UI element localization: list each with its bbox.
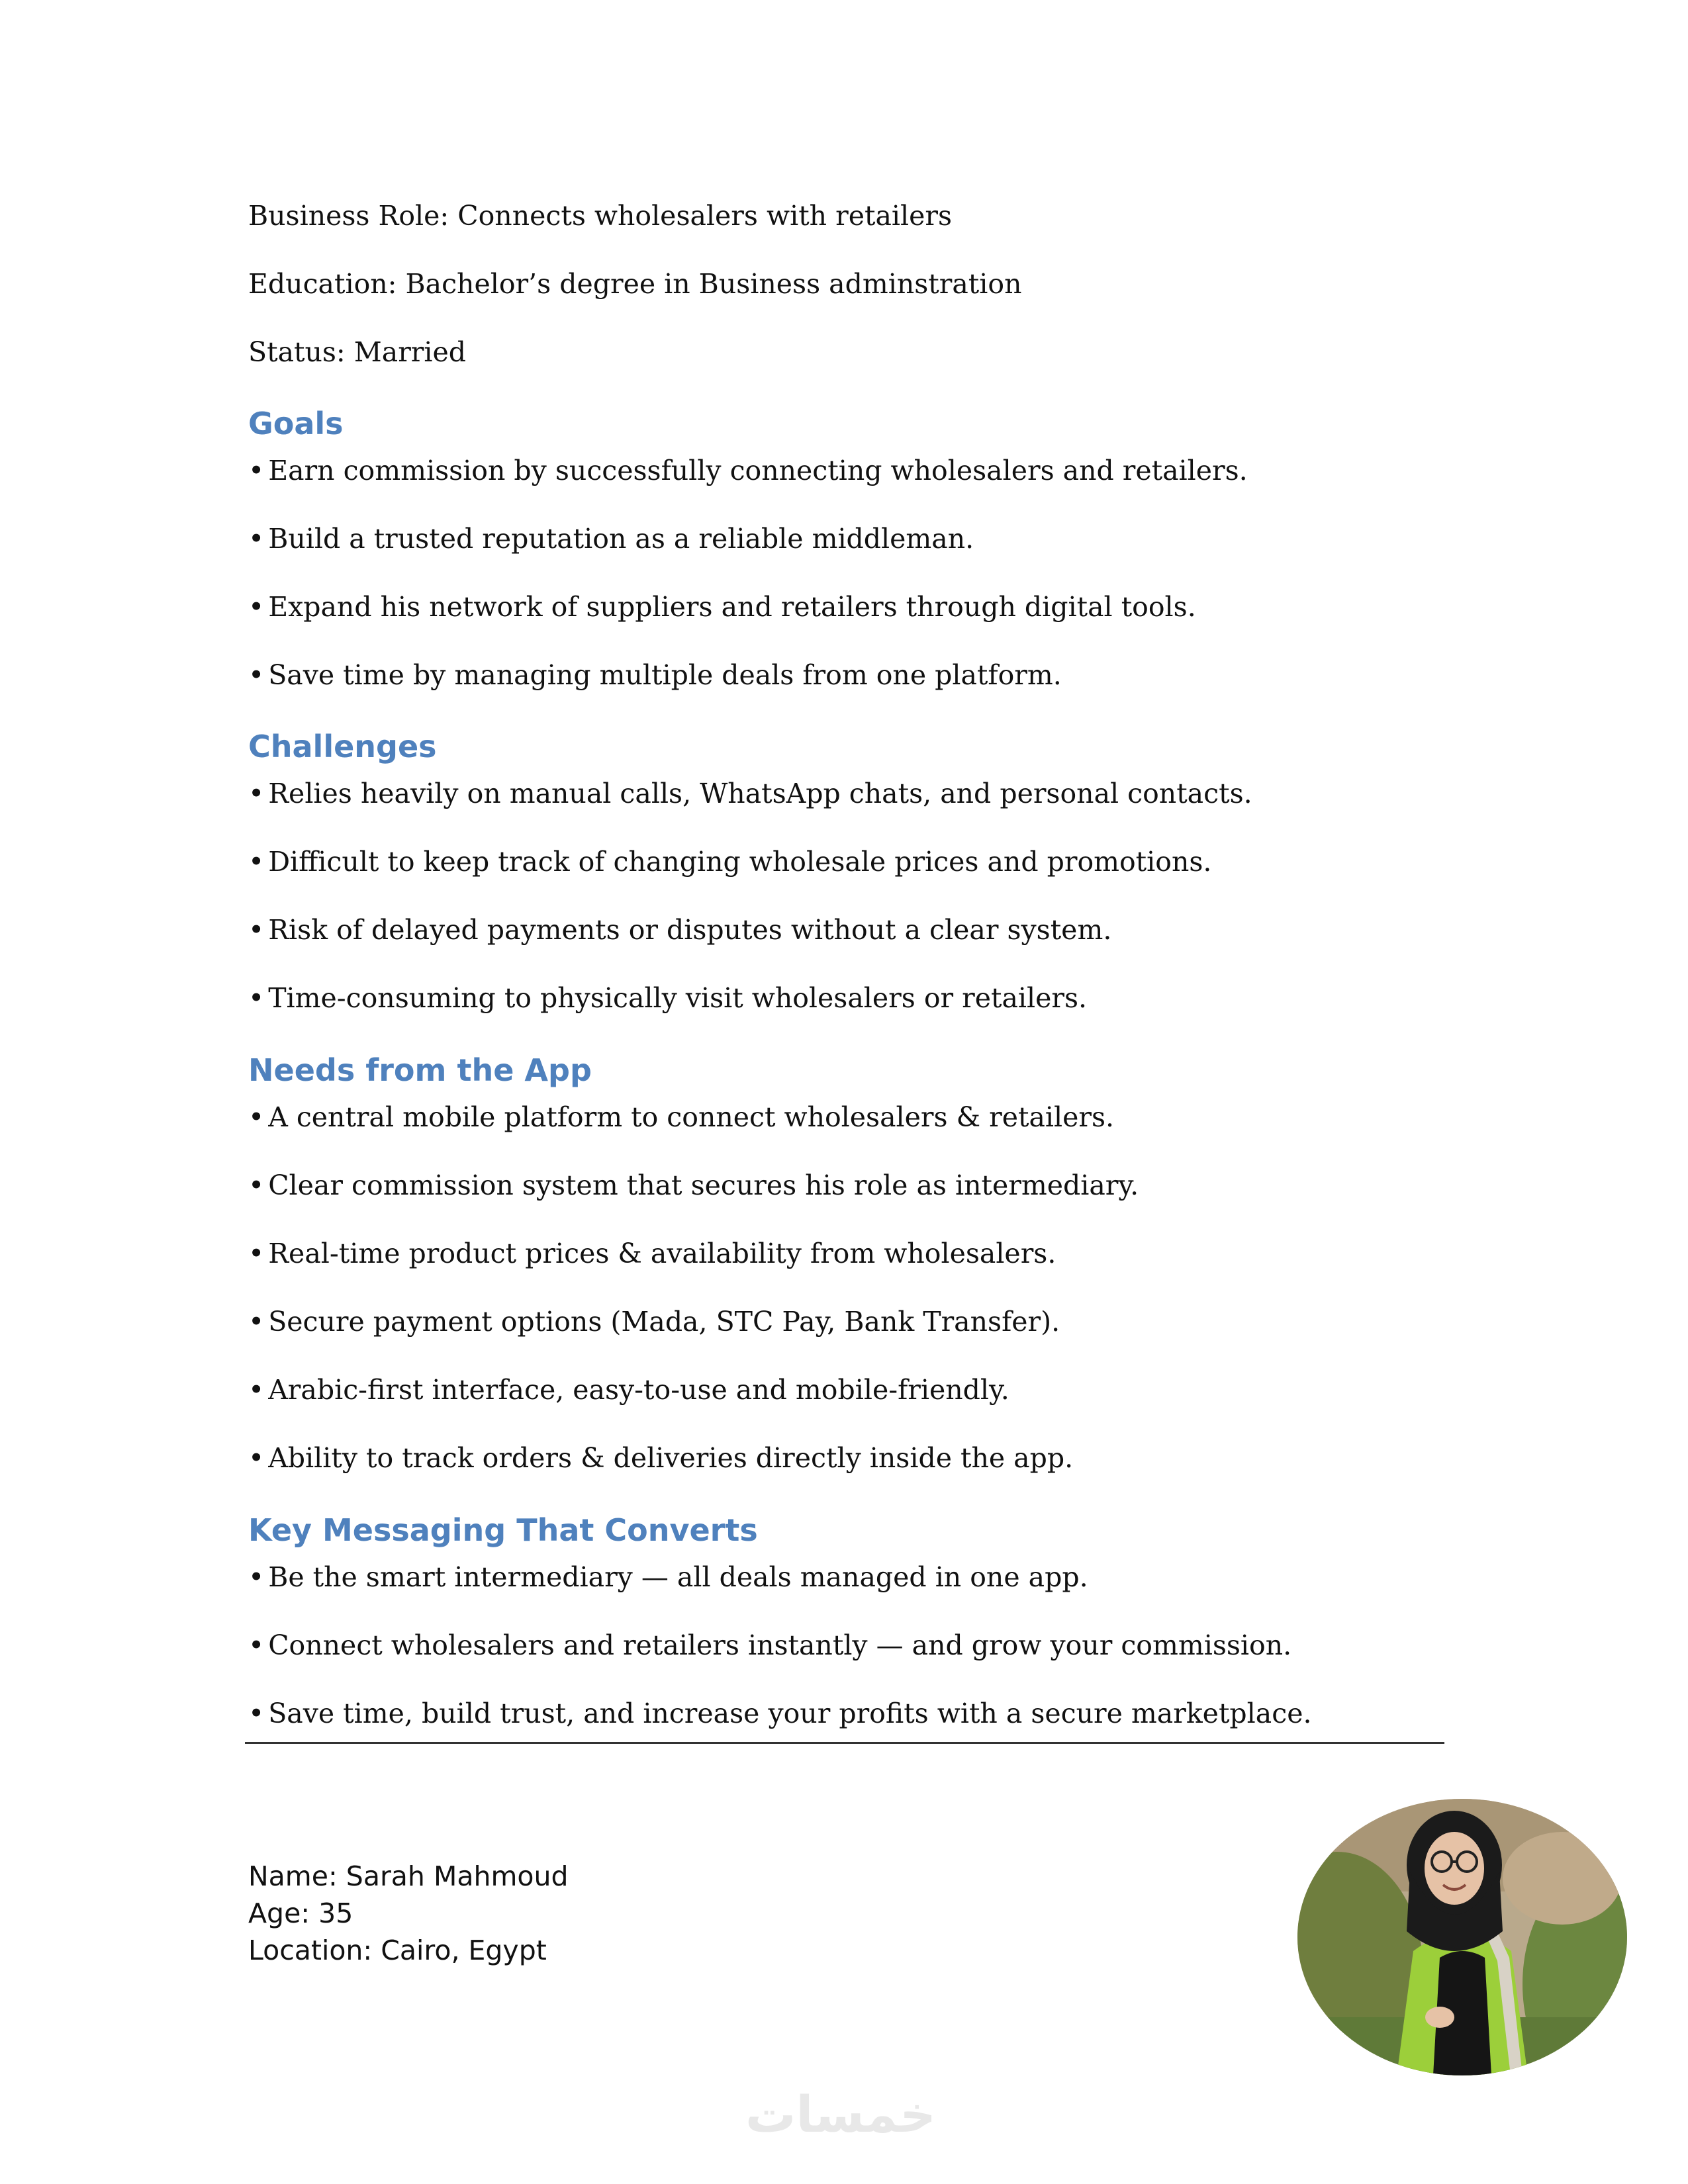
bullet-icon: • — [248, 1101, 265, 1133]
bullet-icon: • — [248, 523, 265, 555]
bullet-icon: • — [248, 1374, 265, 1406]
needs-item-text: Real-time product prices & availability from wholesalers. — [268, 1238, 1056, 1269]
messaging-item — [248, 1628, 1291, 1662]
persona-location: Location: Cairo, Egypt — [248, 1934, 547, 1966]
persona-age: Age: 35 — [248, 1897, 353, 1929]
status-line: Status: Married — [248, 336, 467, 368]
goals-item — [248, 522, 974, 556]
goals-item-text: Build a trusted reputation as a reliable middleman. — [268, 523, 974, 555]
challenges-item-text: Relies heavily on manual calls, WhatsApp chats, and personal contacts. — [268, 778, 1252, 809]
messaging-item-text: Save time, build trust, and increase your profits with a secure marketplace. — [268, 1698, 1312, 1729]
goals-heading: Goals — [248, 406, 344, 441]
challenges-item-text: Risk of delayed payments or disputes without a clear system. — [268, 914, 1112, 946]
needs-item — [248, 1236, 1056, 1271]
horizontal-rule — [245, 1742, 1444, 1744]
goals-item-text: Earn commission by successfully connecting wholesalers and retailers. — [268, 455, 1248, 486]
challenges-item — [248, 913, 1111, 947]
bullet-icon: • — [248, 455, 265, 486]
persona-name: Name: Sarah Mahmoud — [248, 1860, 569, 1892]
bullet-icon: • — [248, 1306, 265, 1338]
needs-item-text: Ability to track orders & deliveries directly inside the app. — [268, 1442, 1074, 1474]
needs-item — [248, 1373, 1009, 1407]
challenges-item-text: Difficult to keep track of changing wholesale prices and promotions. — [268, 846, 1212, 878]
bullet-icon: • — [248, 846, 265, 878]
goals-item — [248, 453, 1248, 488]
bullet-icon: • — [248, 1561, 265, 1593]
needs-item — [248, 1441, 1073, 1475]
key-messaging-heading: Key Messaging That Converts — [248, 1512, 758, 1548]
bullet-icon: • — [248, 778, 265, 809]
challenges-item-text: Time-consuming to physically visit wholesalers or retailers. — [268, 982, 1088, 1014]
needs-item — [248, 1168, 1139, 1203]
goals-item-text: Expand his network of suppliers and retailers through digital tools. — [268, 591, 1196, 623]
needs-item-text: Clear commission system that secures his role as intermediary. — [268, 1169, 1139, 1201]
watermark-logo: خمسات — [745, 2085, 936, 2144]
needs-heading: Needs from the App — [248, 1052, 592, 1088]
needs-item-text: Arabic-first interface, easy-to-use and mobile-friendly. — [268, 1374, 1009, 1406]
bullet-icon: • — [248, 914, 265, 946]
needs-item-text: A central mobile platform to connect wholesalers & retailers. — [268, 1101, 1115, 1133]
messaging-item-text: Be the smart intermediary — all deals managed in one app. — [268, 1561, 1088, 1593]
bullet-icon: • — [248, 982, 265, 1014]
goals-item — [248, 590, 1196, 624]
persona-photo-illustration — [1297, 1799, 1627, 2075]
needs-item — [248, 1100, 1114, 1134]
bullet-icon: • — [248, 1169, 265, 1201]
challenges-item — [248, 981, 1087, 1015]
goals-item-text: Save time by managing multiple deals from one platform. — [268, 659, 1062, 691]
messaging-item — [248, 1696, 1312, 1731]
business-role-line: Business Role: Connects wholesalers with retailers — [248, 200, 953, 232]
bullet-icon: • — [248, 659, 265, 691]
challenges-item — [248, 776, 1252, 811]
bullet-icon: • — [248, 1442, 265, 1474]
challenges-heading: Challenges — [248, 729, 437, 764]
bullet-icon: • — [248, 1238, 265, 1269]
bullet-icon: • — [248, 591, 265, 623]
challenges-item — [248, 844, 1211, 879]
persona-photo — [1297, 1799, 1627, 2075]
messaging-item — [248, 1560, 1088, 1594]
goals-item — [248, 658, 1062, 692]
bullet-icon: • — [248, 1629, 265, 1661]
education-line: Education: Bachelor’s degree in Business adminstration — [248, 268, 1022, 300]
needs-item-text: Secure payment options (Mada, STC Pay, Bank Transfer). — [268, 1306, 1060, 1338]
needs-item — [248, 1304, 1060, 1339]
messaging-item-text: Connect wholesalers and retailers instantly — and grow your commission. — [268, 1629, 1292, 1661]
bullet-icon: • — [248, 1698, 265, 1729]
